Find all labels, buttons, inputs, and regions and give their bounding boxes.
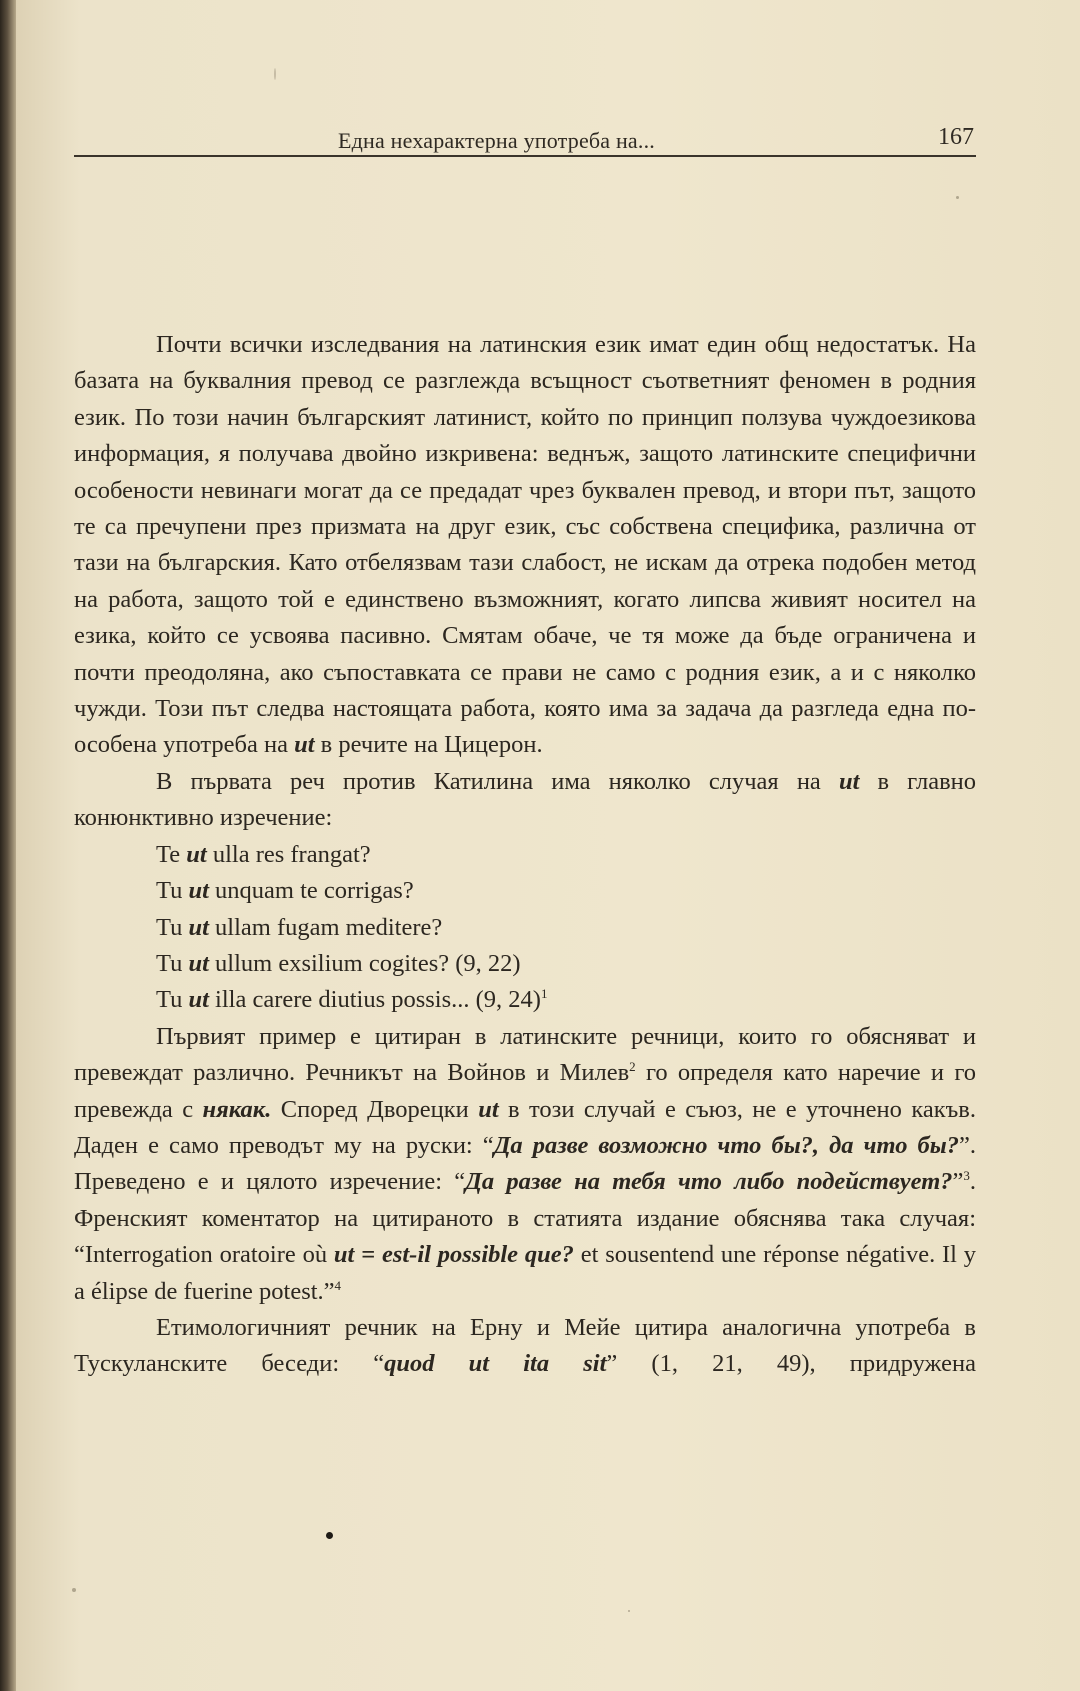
paragraph-3: Първият пример е цитиран в латинските речници, които го обясняват и превеждат различно. Речникът на Войнов и Милев$^2$ го определя като наречие и го превежда с някак. Според Дворецки ut в този случай е съюз, не е уточнено какъв. Даден е само преводът му на руски: “Да разве возможно что бы?, да что бы?”. Преведено е и цялото изречение: “Да разве на тебя что либо подействует?”$^3$. Френският коментатор на цитираното в статията издание обяснява така случая: “Interrogation oratoire où ut = est-il possible que? et sousentend une réponse négative. Il y a élipse de fuerine potest.”$^4$ [74,1022,977,1305]
footnote-ref: 1 [540,986,548,1002]
paper-speck [628,1610,630,1612]
example-line: Tu ut illa carere diutius possis... (9, 24)$^1$ [156,986,548,1014]
header-rule [74,155,976,157]
paper-speck [72,1588,76,1592]
book-spine-shadow [0,0,16,1691]
book-page [16,0,1080,1691]
example-line: Tu ut unquam te corrigas? [156,877,414,905]
body-text [74,327,976,1383]
footnote-ref: 2 [629,1059,636,1075]
running-title: Една нехарактерна употреба на... [338,128,655,153]
paper-speck [956,196,959,199]
paragraph-1: Почти всички изследвания на латинския език имат един общ недостатък. На базата на буквалния превод се разглежда всъщност съответният феномен в родния език. По този начин българският латинист, който по принцип ползува чуждоезикова информация, я получава двойно изкривена: веднъж, защото латинските специфични особености невинаги могат да се предадат чрез буквален превод, и втори път, защото те са пречупени през призмата на друг език, със собствена специфика, различна от тази на българския. Като отбелязвам тази слабост, не искам да отрека подобен метод на работа, защото той е единствено възможният, когато липсва живият носител на езика, който се усвоява пасивно. Смятам обаче, че тя може да бъде ограничена и почти преодоляна, ако съпоставката се прави не само с родния език, а и с няколко чужди. Този път следва настоящата работа, която има за задача да разгледа една по-особена употреба на ut в речите на Цицерон. [74,331,976,759]
paper-speck [274,68,276,80]
example-line: Tu ut ullam fugam meditere? [156,913,443,941]
footnote-ref: 3 [963,1168,970,1184]
page-number: 167 [938,124,974,150]
running-header [74,120,974,160]
ink-dot [326,1532,333,1539]
footnote-ref: 4 [334,1277,342,1293]
example-line: Tu ut ullum exsilium cogites? (9, 22) [156,949,521,977]
paragraph-4: Етимологичният речник на Ерну и Мейе цитира аналогична употреба в Тускуланските беседи: “quod ut ita sit” (1, 21, 49), придружена [74,1313,977,1378]
example-line: Te ut ulla res frangat? [156,840,371,868]
paragraph-2: В първата реч против Катилина има няколко случая на ut в главно конюнктивно изречение: [74,767,977,832]
